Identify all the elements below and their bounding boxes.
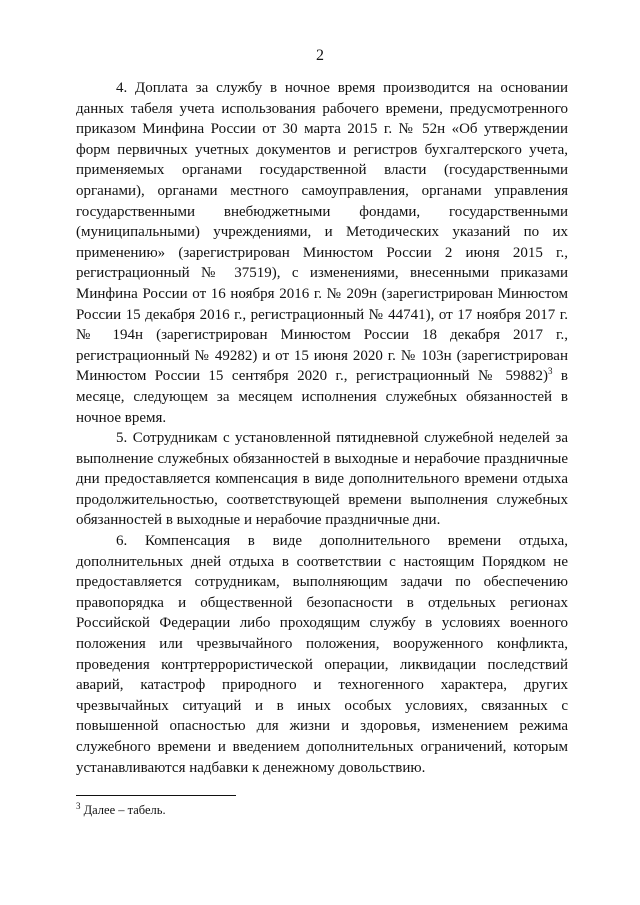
paragraph-4-text-end: в месяце, следующем за месяцем исполнения служебных обязанностей в ночное время. <box>76 368 568 426</box>
footnote-mark: 3 <box>76 800 81 811</box>
footnote-reference: 3 <box>547 366 553 377</box>
paragraph-5: 5. Сотрудникам с установленной пятидневной служебной неделей за выполнение служебных обязанностей в выходные и нерабочие праздничные дни предоставляется компенсация в виде дополнительного времени отдыха продолжительностью, соответствующей времени выполнения служебных обязанностей в выходные и нерабочие праздничные дни. <box>76 430 568 529</box>
paragraph-6: 6. Компенсация в виде дополнительного времени отдыха, дополнительных дней отдыха в соответствии с настоящим Порядком не предоставляется сотрудникам, выполняющим задачи по обеспечению правопорядка и общественной безопасности в отдельных регионах Российской Федерации либо проходящим службу в условиях военного положения или чрезвычайного положения, вооруженного конфликта, проведения контртеррористической операции, ликвидации последствий аварий, катастроф природного и техногенного характера, других чрезвычайных ситуаций и в иных особых условиях, связанных с повышенной опасностью для жизни и здоровья, изменением режима служебного времени и введением дополнительных ограничений, которым устанавливаются надбавки к денежному довольствию. <box>76 533 568 776</box>
paragraph-4-text: 4. Доплата за службу в ночное время производится на основании данных табеля учета использования рабочего времени, предусмотренного приказом Минфина России от 30 марта 2015 г. № 52н «Об утверждении форм первичных учетных документов и регистров бухгалтерского учета, применяемых органами государственной власти (государственными органами), органами местного самоуправления, органами управления государственными внебюджетными фондами, государственными (муниципальными) учреждениями, и Методических указаний по их применению» (зарегистрирован Минюстом России 2 июня 2015 г., регистрационный № 37519), с изменениями, внесенными приказами Минфина России от 16 ноября 2016 г. № 209н (зарегистрирован Минюстом России 15 декабря 2016 г., регистрационный № 44741), от 17 ноября 2017 г. № 194н (зарегистрирован Минюстом России 18 декабря 2017 г., регистрационный № 49282) и от 15 июня 2020 г. № 103н (зарегистрирован Минюстом России 15 сентября 2020 г., регистрационный № 59882) <box>76 80 568 385</box>
footnote <box>76 802 166 818</box>
page-number: 2 <box>316 47 324 64</box>
footnote-text: Далее – табель. <box>80 803 166 817</box>
paragraph-4 <box>76 78 568 428</box>
footnote-divider <box>76 795 236 796</box>
document-body <box>76 78 568 778</box>
